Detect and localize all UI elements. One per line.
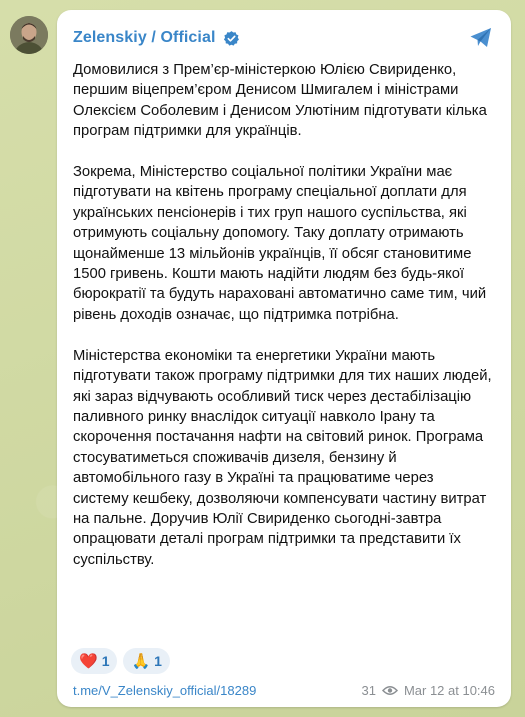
share-button[interactable] [467,24,495,52]
verified-badge-icon [223,30,240,47]
channel-avatar[interactable] [10,16,48,54]
reaction-heart[interactable] [71,648,117,674]
message-paragraph: Зокрема, Міністерство соціальної політики України має підготувати на квітень програму спеціальної доплати для українських пенсіонерів і тих груп нашого суспільства, які отримують соціальну допомогу. Таку доплату отримають щонайменше 13 мільйонів українців, її обсяг становитиме 1500 гривень. Кошти мають надійти людям без будь-якої бюрократії та будуть нараховані автоматично саме тим, чий рівень доходів означає, що підтримка потрібна. [73,164,491,323]
message-text [73,60,496,570]
reaction-count: 1 [101,653,110,669]
reactions-bar [71,648,170,674]
pray-icon: 🙏 [131,653,151,670]
message-footer [73,680,495,700]
reaction-pray[interactable] [123,648,169,674]
message-header [73,26,495,50]
reaction-count: 1 [154,653,162,669]
message-paragraph: Домовилися з Прем’єр-міністеркою Юлією Свириденко, першим віцепрем’єром Денисом Шмигалем і міністрами Олексієм Соболевим і Денисом Улютіним підготувати кілька програм підтримки для українців. [73,62,491,140]
message-timestamp: Mar 12 at 10:46 [403,682,495,698]
message-meta [361,683,495,698]
view-count: 31 [361,682,376,698]
avatar-image [10,16,48,54]
share-arrow-icon [469,27,493,49]
channel-name[interactable]: Zelenskiy / Official [73,29,216,46]
heart-icon: ❤️ [79,653,98,670]
message-card [57,10,511,707]
post-link[interactable]: t.me/V_Zelenskiy_official/18289 [73,682,257,698]
eye-icon [382,685,398,696]
message-paragraph: Міністерства економіки та енергетики України мають підготувати також програму підтримки для тих наших людей, які зараз відчувають особливий тиск через дестабілізацію паливного ринку внаслідок ситуації навколо Ірану та скорочення постачання нафти на світовий ринок. Програма стосуватиметься споживачів дизеля, бензину й автомобільного газу в Україні та працюватиме через систему кешбеку, дозволяючи компенсувати частину витрат на пальне. Доручив Юлії Свириденко сьогодні-завтра опрацювати деталі програм підтримки та представити їх суспільству. [73,347,496,568]
